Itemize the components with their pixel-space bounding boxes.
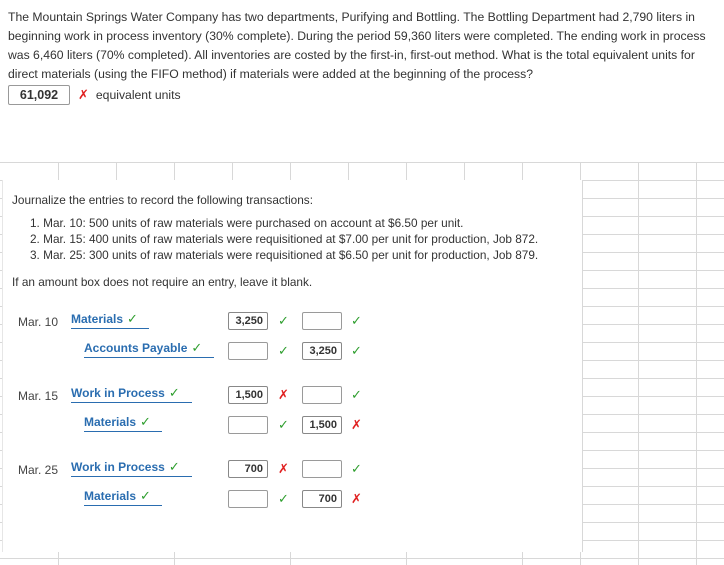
entry-date: Mar. 10 [18, 315, 59, 329]
check-icon: ✓ [351, 461, 362, 476]
credit-amount-input[interactable]: 700 [302, 490, 342, 508]
answer-row [8, 84, 181, 106]
check-icon: ✓ [278, 417, 289, 432]
entry-date: Mar. 25 [18, 463, 59, 477]
check-icon: ✓ [140, 414, 151, 429]
journal-intro: Journalize the entries to record the following transactions: [12, 193, 313, 207]
credit-account-select[interactable]: Materials ✓ [84, 488, 162, 506]
list-item: 2. Mar. 15: 400 units of raw materials were requisitioned at $7.00 per unit for production, Job 872. [30, 232, 539, 246]
blank-entry-note: If an amount box does not require an entry, leave it blank. [12, 275, 313, 289]
check-icon: ✓ [140, 488, 151, 503]
debit-account-select[interactable]: Materials ✓ [71, 311, 149, 329]
debit-account-select[interactable]: Work in Process ✓ [71, 459, 192, 477]
unit-label: equivalent units [95, 88, 181, 102]
entry-date: Mar. 15 [18, 389, 59, 403]
credit-amount-input[interactable]: 1,500 [302, 416, 342, 434]
incorrect-icon: ✗ [351, 417, 362, 432]
transaction-list [30, 215, 538, 263]
check-icon: ✓ [351, 343, 362, 358]
credit-amount-input[interactable] [302, 386, 342, 404]
check-icon: ✓ [168, 459, 180, 474]
credit-amount-input[interactable] [302, 460, 342, 478]
question-text: The Mountain Springs Water Company has two departments, Purifying and Bottling. The Bottling Department had 2,790 liters in beginning work in process inventory (30% complete). During the period 59,360 liters were completed. The ending work in process was 6,460 liters (70% completed). All inventories are costed by the first-in, first-out method. What is the total equivalent units for direct materials (using the FIFO method) if materials were added at the beginning of the process? [8, 10, 706, 81]
check-icon: ✓ [278, 313, 289, 328]
credit-account-select[interactable]: Accounts Payable ✓ [84, 340, 214, 358]
debit-amount-input[interactable]: 3,250 [228, 312, 268, 330]
check-icon: ✓ [127, 311, 138, 326]
debit-account-select[interactable]: Work in Process ✓ [71, 385, 192, 403]
equivalent-units-input[interactable]: 61,092 [8, 85, 70, 105]
check-icon: ✓ [278, 491, 289, 506]
incorrect-icon: ✗ [278, 387, 289, 402]
list-item: 1. Mar. 10: 500 units of raw materials were purchased on account at $6.50 per unit. [30, 216, 464, 230]
incorrect-icon: ✗ [78, 87, 89, 102]
debit-amount-input[interactable]: 700 [228, 460, 268, 478]
credit-amount-input[interactable]: 3,250 [302, 342, 342, 360]
credit-account-select[interactable]: Materials ✓ [84, 414, 162, 432]
debit-amount-input[interactable] [228, 342, 268, 360]
incorrect-icon: ✗ [351, 491, 362, 506]
check-icon: ✓ [351, 313, 362, 328]
incorrect-icon: ✗ [278, 461, 289, 476]
credit-amount-input[interactable] [302, 312, 342, 330]
debit-amount-input[interactable] [228, 416, 268, 434]
check-icon: ✓ [191, 340, 203, 355]
check-icon: ✓ [168, 385, 180, 400]
list-item: 3. Mar. 25: 300 units of raw materials were requisitioned at $6.50 per unit for production, Job 879. [30, 248, 539, 262]
debit-amount-input[interactable]: 1,500 [228, 386, 268, 404]
check-icon: ✓ [351, 387, 362, 402]
debit-amount-input[interactable] [228, 490, 268, 508]
check-icon: ✓ [278, 343, 289, 358]
